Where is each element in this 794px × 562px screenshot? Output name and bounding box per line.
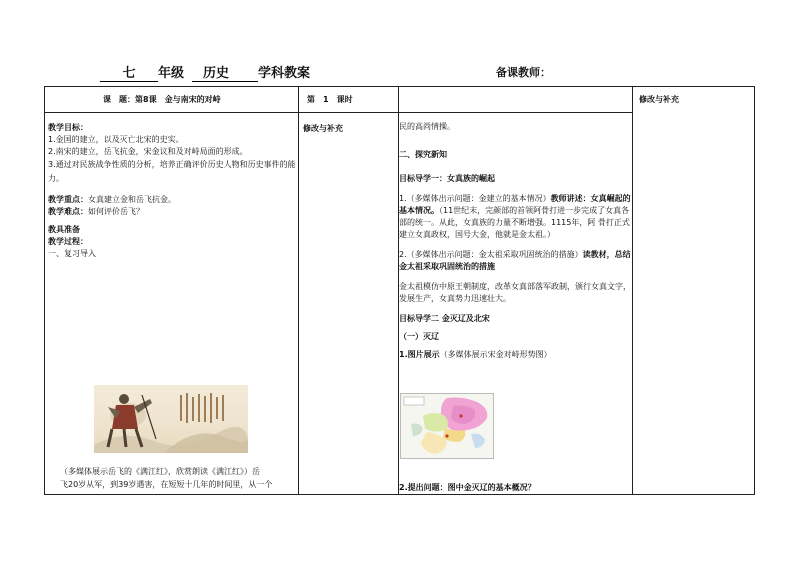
- objective-3: 3.通过对民族战争性质的分析，培养正确评价历史人物和历史事件的能力。: [48, 160, 296, 183]
- item-1-a: 1.（多媒体出示问题：金建立的基本情况）: [399, 194, 551, 203]
- divider-left: [298, 87, 299, 494]
- objectives-title: 教学目标：: [48, 123, 88, 132]
- supplement-header: 修改与补充: [639, 95, 679, 104]
- grade-suffix: 年级: [158, 66, 185, 81]
- key-point: [48, 194, 298, 206]
- caption-line-2: 飞20岁从军，到39岁遇害，在短短十几年的时间里，从一个: [60, 480, 273, 489]
- key-value: 女真建立金和岳飞抗金。: [88, 195, 176, 204]
- item-2-b: 读教材，总结金太祖采取巩固统治的措施: [399, 250, 631, 271]
- question-b: 图中金灭辽的基本概况？: [447, 483, 536, 492]
- item-2: [399, 249, 631, 273]
- picture-item-a: 1.图片展示: [399, 350, 440, 359]
- difficult-point: [48, 206, 298, 218]
- objective-1: 1.金国的建立，以及灭亡北宋的史实。: [48, 135, 184, 144]
- item-1: [399, 193, 631, 241]
- difficult-value: 如何评价岳飞？: [88, 207, 144, 216]
- goal-1-title: 目标导学一：女真族的崛起: [399, 174, 495, 183]
- item-1-c: 女真崛起的基本情况。: [399, 194, 631, 215]
- item-1-b: 教师讲述：: [550, 194, 591, 203]
- supplement-middle: 修改与补充: [303, 124, 343, 133]
- left-column: [48, 122, 298, 260]
- section-2-title: 二、探究新知: [399, 150, 447, 159]
- sub-1-title: （一）灭辽: [399, 332, 439, 341]
- item-2-a: 2.（多媒体出示问题：金太祖采取巩固统治的措施）: [399, 250, 583, 259]
- song-jin-map: [400, 393, 494, 459]
- question-item: [399, 482, 631, 494]
- prep-title: 教具准备: [48, 225, 80, 234]
- subject-value: 历史: [192, 67, 240, 82]
- question-line: [399, 482, 631, 494]
- song-jin-map-art: [401, 394, 493, 458]
- header-row-divider: [45, 112, 632, 113]
- topic-cell: 课 题：第8课 金与南宋的对峙: [103, 95, 221, 104]
- yue-fei-painting-art: [94, 385, 248, 453]
- subject-blank: [240, 67, 258, 82]
- period-cell: 第 1 课时: [307, 95, 353, 104]
- right-column: [399, 121, 631, 361]
- item-1-d: （11世纪末，完颜部的首领阿骨打进一步完成了女真各部的统一。从此，女真族的力量不断增强。1115年，阿 骨打正式建立女真政权，国号大金，他就是金太祖。）: [399, 206, 630, 239]
- divider-right: [632, 87, 633, 494]
- page-header: [100, 62, 310, 82]
- goal-2-title: 目标导学二 金灭辽及北宋: [399, 314, 490, 323]
- image-caption: [60, 465, 300, 491]
- teacher-label: 备课教师：: [496, 66, 551, 79]
- right-line-1: 民的高尚情操。: [399, 122, 455, 131]
- picture-item: [399, 349, 631, 361]
- difficult-label: 教学难点：: [48, 207, 88, 216]
- item-2-detail: 金太祖模仿中原王朝制度，改革女真部落军政制，颁行女真文字，发展生产，女真势力迅速壮大。: [399, 282, 631, 303]
- key-label: 教学重点：: [48, 195, 88, 204]
- picture-item-b: （多媒体展示宋金对峙形势图）: [439, 350, 552, 359]
- question-a: 2.提出问题：: [399, 483, 448, 492]
- review-title: 一、复习导入: [48, 249, 96, 258]
- process-title: 教学过程：: [48, 237, 88, 246]
- yue-fei-painting: [94, 385, 248, 453]
- doc-type: 学科教案: [258, 66, 311, 81]
- grade-value: 七: [100, 67, 158, 82]
- caption-line-1: （多媒体展示岳飞的《满江红》，欣赏朗读《满江红》）岳: [60, 467, 260, 476]
- objective-2: 2.南宋的建立，岳飞抗金，宋金议和及对峙局面的形成。: [48, 147, 248, 156]
